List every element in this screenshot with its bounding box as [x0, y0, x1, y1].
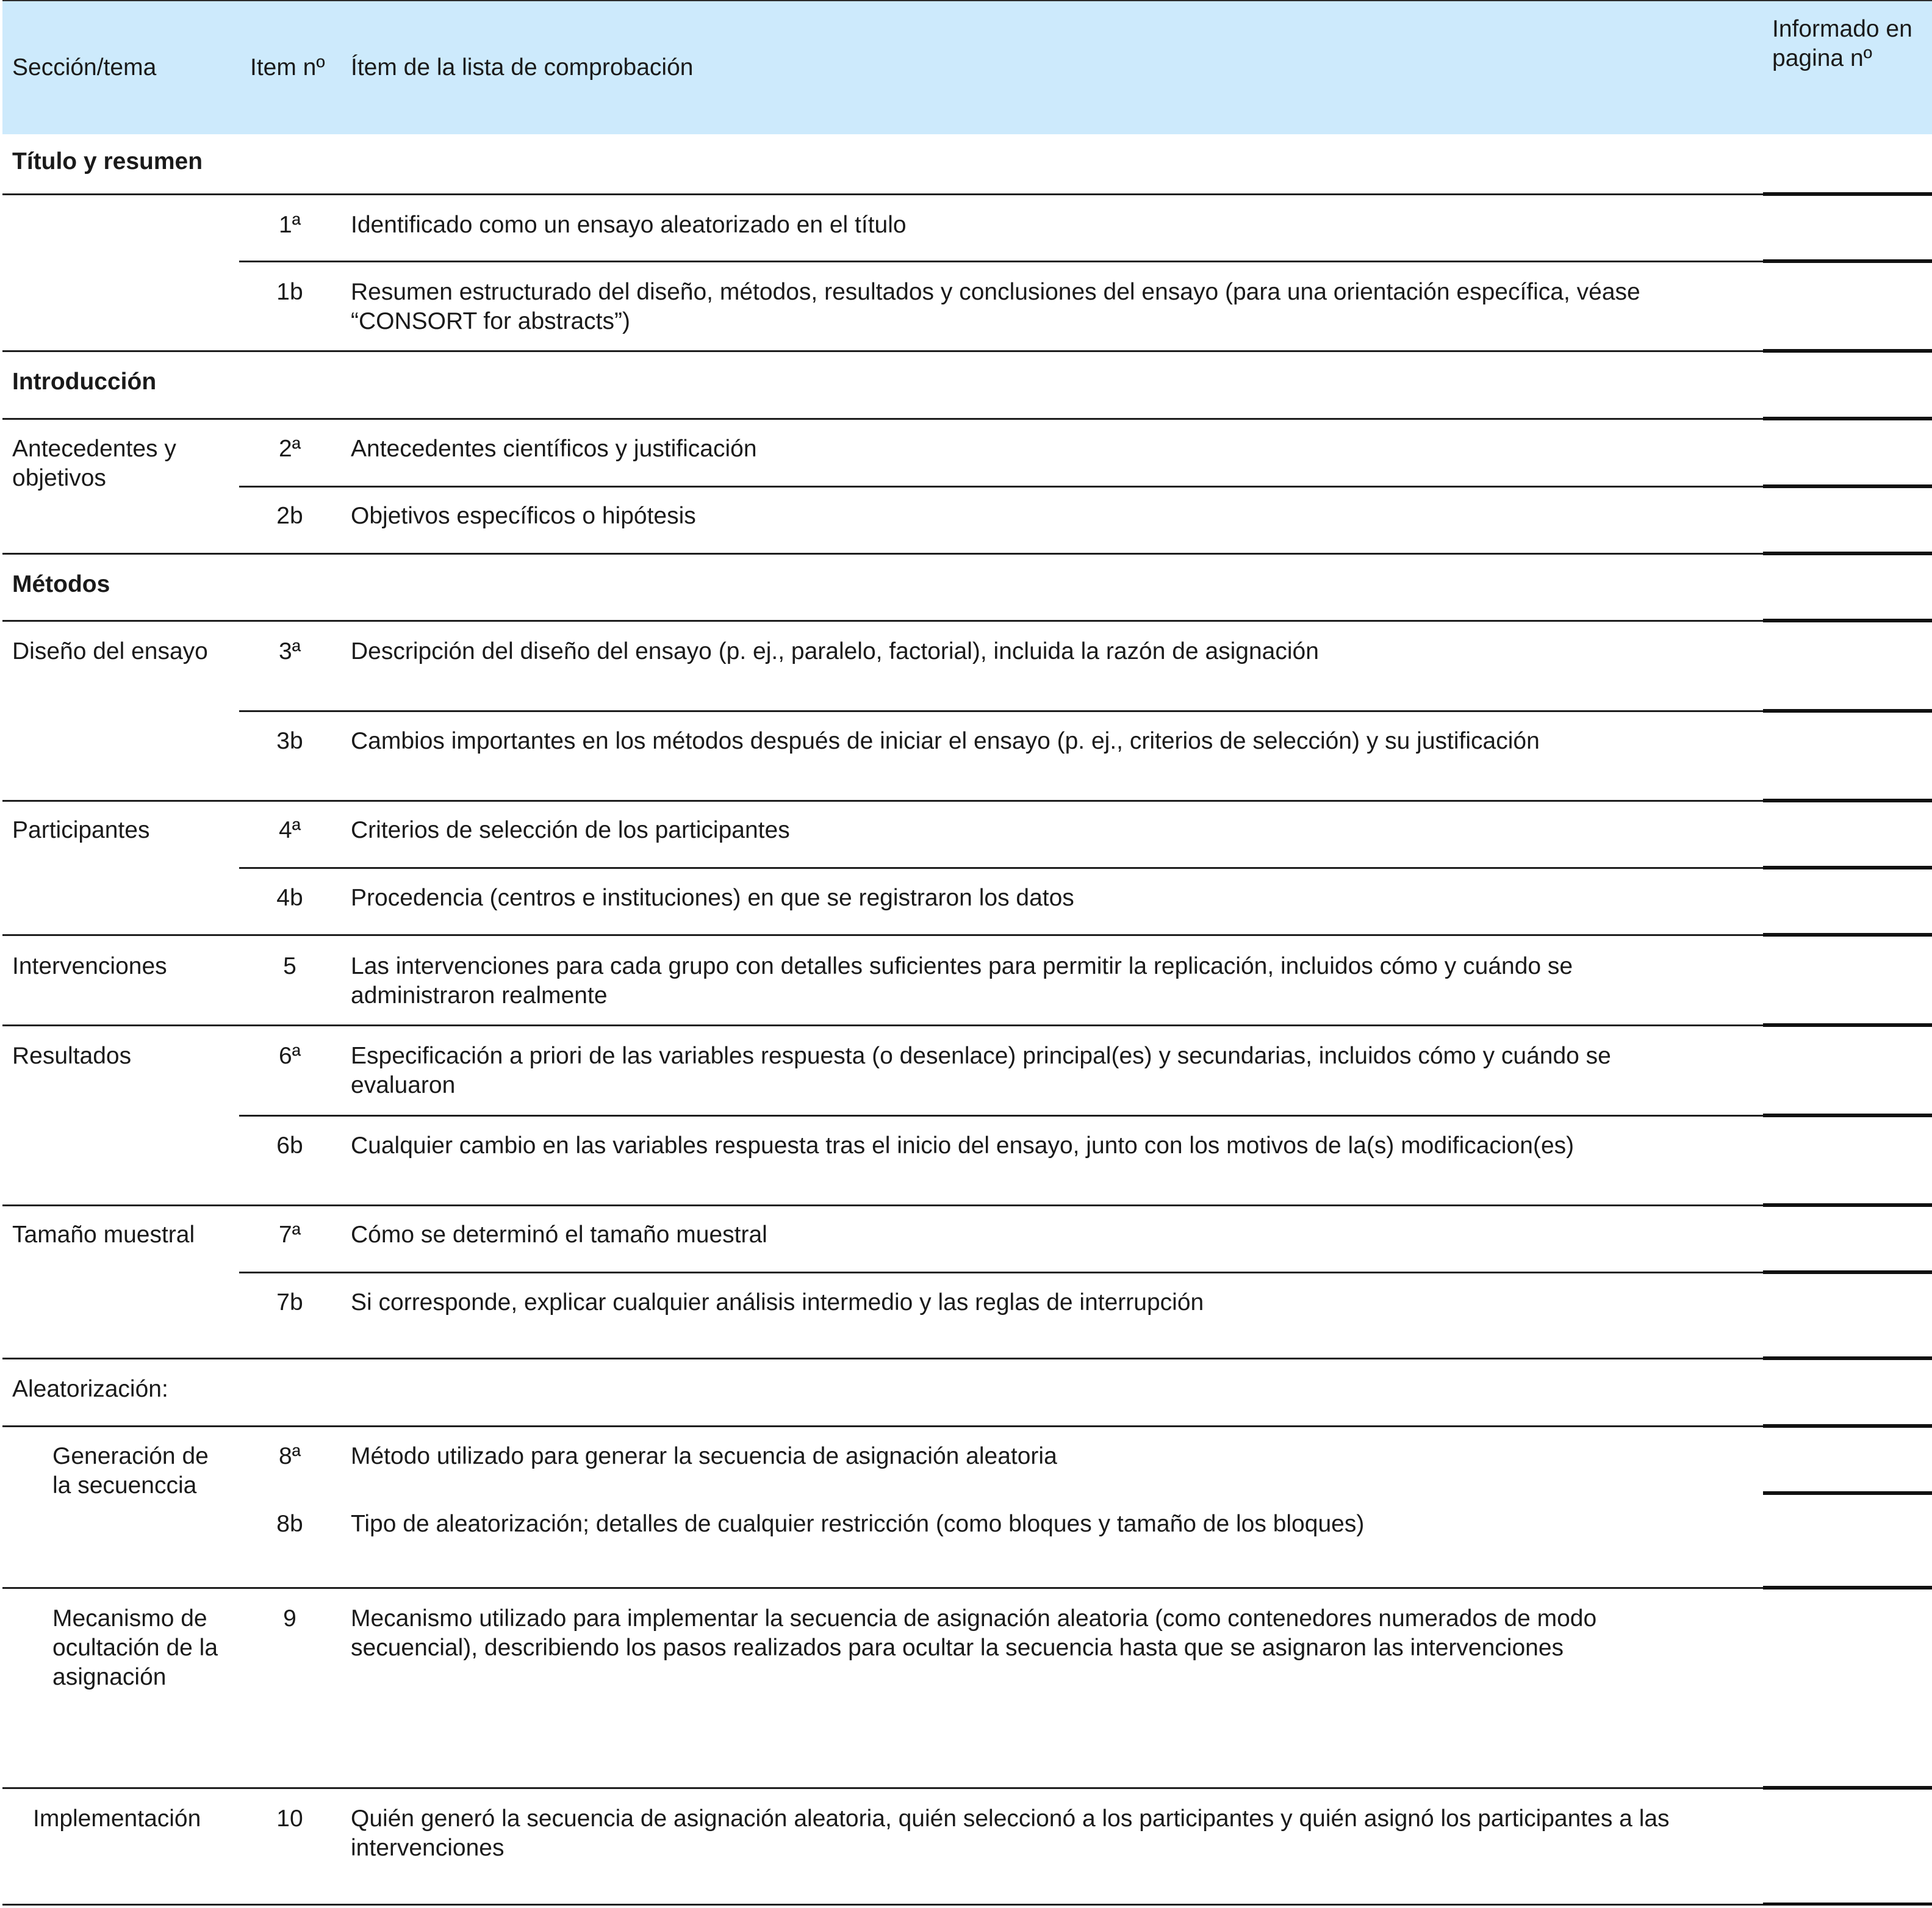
page-number-field [1763, 259, 1932, 263]
item-number: 3b [276, 728, 303, 754]
row-divider [239, 486, 1763, 488]
item-number: 8b [276, 1511, 303, 1537]
page-number-field [1763, 1586, 1932, 1589]
page-number-field [1763, 1023, 1932, 1027]
row-divider [239, 1115, 1763, 1117]
page-number-field [1763, 866, 1932, 869]
item-number: 9 [283, 1605, 296, 1632]
row-divider [2, 553, 1763, 555]
page-number-field [1763, 484, 1932, 488]
header-section: Sección/tema [12, 54, 157, 81]
item-description: Las intervenciones para cada grupo con detalles suficientes para permitir la replicación, incluidos cómo y cuándo se [351, 953, 1573, 979]
item-number: 1b [276, 279, 303, 305]
item-description: Descripción del diseño del ensayo (p. ej., paralelo, factorial), incluida la razón de asignación [351, 638, 1319, 664]
section-heading: Aleatorización: [12, 1376, 168, 1402]
item-number: 7ª [278, 1222, 301, 1248]
topic-label: Antecedentes y [12, 436, 176, 462]
item-number: 3ª [278, 638, 301, 664]
item-description-cont: secuencial), describiendo los pasos realizados para ocultar la secuencia hasta que se asignaron las intervenciones [351, 1635, 1564, 1661]
header-item-no: Item nº [250, 54, 325, 81]
topic-label: Generación de [52, 1443, 209, 1469]
item-number: 6ª [278, 1043, 301, 1069]
topic-label: Resultados [12, 1043, 132, 1069]
item-description-cont: administraron realmente [351, 982, 608, 1009]
page-number-field [1763, 1786, 1932, 1790]
topic-label: Diseño del ensayo [12, 638, 208, 664]
page-number-field [1763, 933, 1932, 937]
page-number-field [1763, 799, 1932, 802]
item-description: Antecedentes científicos y justificación [351, 436, 757, 462]
row-divider [239, 710, 1763, 712]
page-number-field [1763, 417, 1932, 420]
page-number-field [1763, 552, 1932, 555]
page-number-field [1763, 349, 1932, 353]
row-divider [239, 1272, 1763, 1273]
topic-label: Implementación [33, 1805, 201, 1832]
page-number-field [1763, 1203, 1932, 1207]
item-description: Identificado como un ensayo aleatorizado en el título [351, 212, 907, 238]
row-divider [2, 1904, 1763, 1906]
item-number: 4ª [278, 817, 301, 843]
section-heading: Métodos [12, 571, 110, 597]
item-number: 2b [276, 503, 303, 529]
row-divider [2, 620, 1763, 622]
item-description: Cómo se determinó el tamaño muestral [351, 1222, 767, 1248]
item-description: Tipo de aleatorización; detalles de cualquier restricción (como bloques y tamaño de los bloques) [351, 1511, 1365, 1537]
page-number-field [1763, 709, 1932, 713]
topic-label-cont: ocultación de la [52, 1635, 218, 1661]
item-description: Especificación a priori de las variables respuesta (o desenlace) principal(es) y secundarias, incluidos cómo y cuándo se [351, 1043, 1611, 1069]
topic-label-cont: la secuenccia [52, 1472, 197, 1499]
item-description: Objetivos específicos o hipótesis [351, 503, 696, 529]
header-page-line1: Informado en [1772, 16, 1912, 42]
item-description: Quién generó la secuencia de asignación aleatoria, quién seleccionó a los participantes y quién asignó los participantes a las [351, 1805, 1670, 1832]
item-number: 4b [276, 885, 303, 911]
page-number-field [1763, 1424, 1932, 1428]
row-divider [2, 1204, 1763, 1206]
item-description-cont: “CONSORT for abstracts”) [351, 308, 630, 334]
page-number-field [1763, 1356, 1932, 1360]
item-number: 2ª [278, 436, 301, 462]
row-divider [2, 1587, 1763, 1589]
row-divider [2, 1358, 1763, 1359]
topic-label: Tamaño muestral [12, 1222, 195, 1248]
item-description: Cambios importantes en los métodos después de iniciar el ensayo (p. ej., criterios de selección) y su justificación [351, 728, 1540, 754]
item-description-cont: intervenciones [351, 1835, 505, 1861]
topic-label: Mecanismo de [52, 1605, 207, 1632]
row-divider [2, 1425, 1763, 1427]
page-number-field [1763, 1903, 1932, 1906]
item-number: 7b [276, 1289, 303, 1316]
header-checklist: Ítem de la lista de comprobación [351, 54, 694, 81]
item-description: Método utilizado para generar la secuencia de asignación aleatoria [351, 1443, 1057, 1469]
page-number-field [1763, 1270, 1932, 1274]
item-description: Cualquier cambio en las variables respuesta tras el inicio del ensayo, junto con los motivos de la(s) modificacion(es) [351, 1132, 1575, 1159]
topic-label-cont: asignación [52, 1664, 167, 1690]
topic-label: Intervenciones [12, 953, 167, 979]
row-divider [2, 1024, 1763, 1026]
header-page-line2: pagina nº [1772, 45, 1872, 71]
item-description-cont: evaluaron [351, 1072, 456, 1098]
section-heading: Título y resumen [12, 148, 203, 175]
row-divider [2, 350, 1763, 352]
topic-label-cont: objetivos [12, 465, 106, 491]
row-divider [2, 934, 1763, 936]
page-number-field [1763, 1114, 1932, 1117]
item-number: 6b [276, 1132, 303, 1159]
item-description: Resumen estructurado del diseño, métodos, resultados y conclusiones del ensayo (para una orientación específica, véase [351, 279, 1640, 305]
page-number-field [1763, 192, 1932, 196]
row-divider [239, 261, 1763, 262]
item-number: 1ª [278, 212, 301, 238]
page-number-field [1763, 619, 1932, 622]
item-number: 10 [276, 1805, 303, 1832]
page-number-field [1763, 1491, 1932, 1495]
item-description: Procedencia (centros e instituciones) en que se registraron los datos [351, 885, 1074, 911]
item-number: 8ª [278, 1443, 301, 1469]
row-divider [239, 867, 1763, 869]
item-description: Si corresponde, explicar cualquier análisis intermedio y las reglas de interrupción [351, 1289, 1204, 1316]
row-divider [2, 1787, 1763, 1789]
item-number: 5 [283, 953, 296, 979]
item-description: Criterios de selección de los participantes [351, 817, 790, 843]
row-divider [2, 193, 1763, 195]
row-divider [2, 418, 1763, 420]
section-heading: Introducción [12, 369, 157, 395]
row-divider [2, 800, 1763, 802]
topic-label: Participantes [12, 817, 150, 843]
item-description: Mecanismo utilizado para implementar la secuencia de asignación aleatoria (como contenedores numerados de modo [351, 1605, 1597, 1632]
